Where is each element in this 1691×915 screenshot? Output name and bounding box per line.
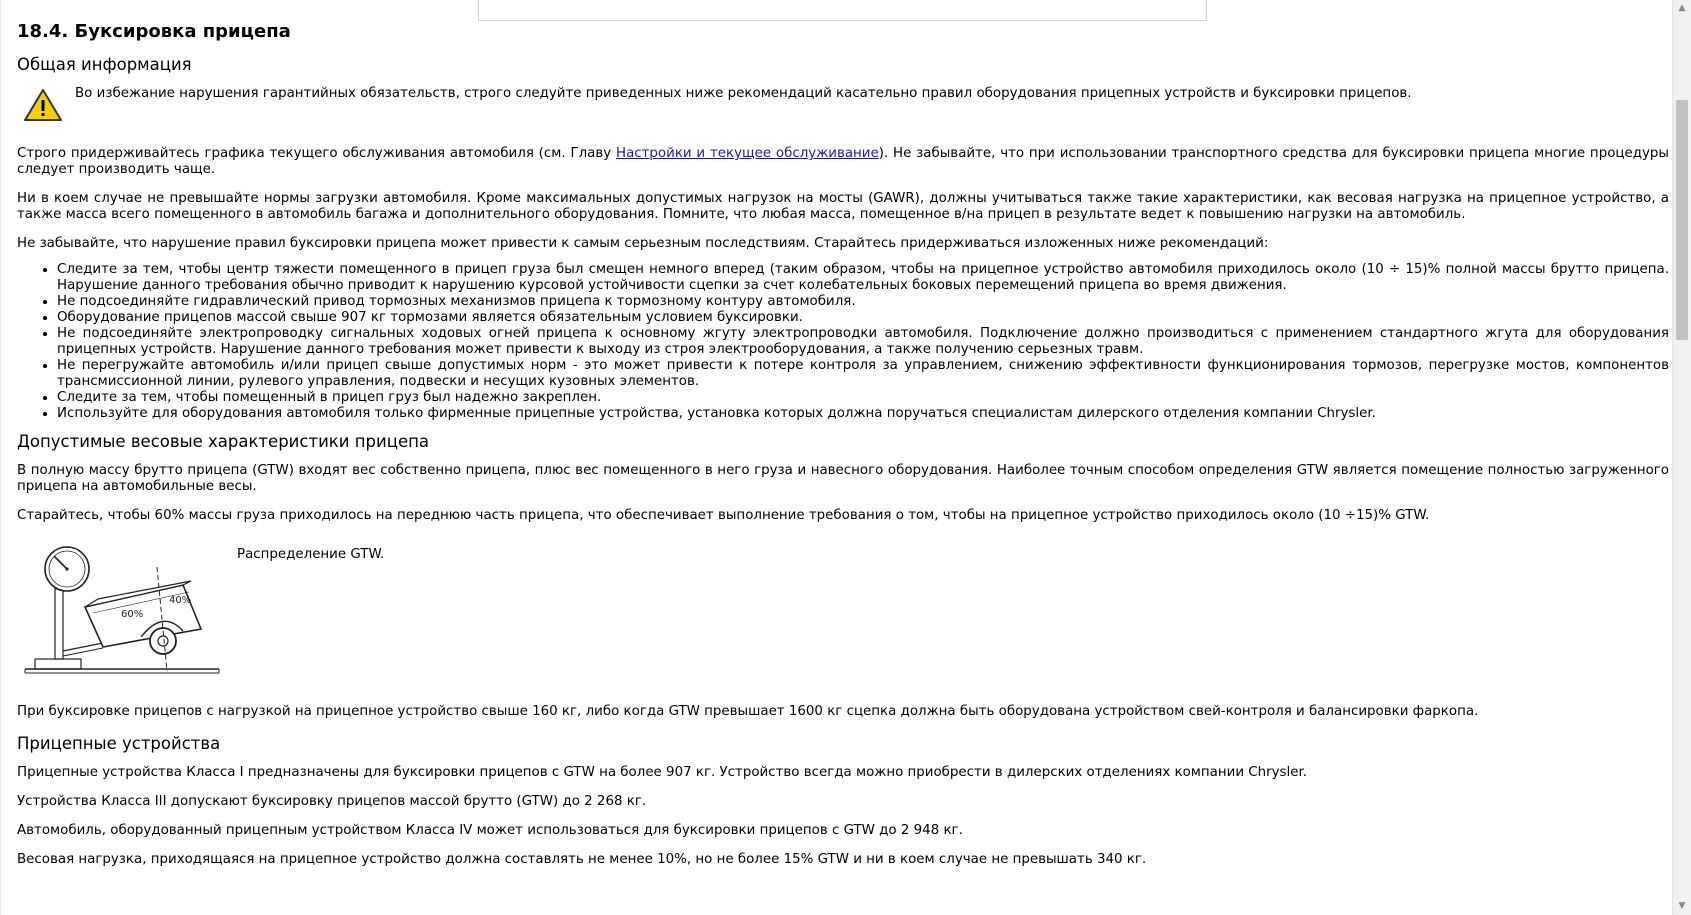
gtw-distribution-illustration [23,537,223,677]
paragraph-class-1: Прицепные устройства Класса I предназначены для буксировки прицепов с GTW на более 907 кг. Устройство всегда можно приобрести в дилерских отделениях компании Chrysler. [17,765,1308,780]
rule-item: • Не перегружайте автомобиль и/или прицеп свыше допустимых норм - это может привести к потере контроля за управлением, снижению эффективности функционирования тормозов, перегрузке мостов, компонентов трансмиссионной линии, рулевого управления, подвески и несущих кузовных элементов. [57,358,1669,390]
rule-item: • Следите за тем, чтобы центр тяжести помещенного в прицеп груза был смещен немного вперед (таким образом, чтобы на прицепное устройство автомобиля приходилось около (10 ÷ 15)% полной массы брутто прицепа. Нарушение данного требования обычно приводит к нарушению курсовой устойчивости сцепки за счет колебательных боковых перемещений прицепа во время движения. [57,262,1669,294]
rules-list [17,262,1669,422]
heading-hitches: Прицепные устройства [17,734,221,753]
paragraph-load-limits: Ни в коем случае не превышайте нормы загрузки автомобиля. Кроме максимальных допустимых нагрузок на мосты (GAWR), должны учитываться также такие характеристики, как весовая нагрузка на прицепное устройство, а также масса всего помещенного в автомобиль багажа и дополнительного оборудования. Помните, что любая масса, помещенное в/на прицеп в результате ведет к повышению нагрузки на автомобиль. [17,191,1669,222]
vertical-scrollbar[interactable] [1672,0,1691,915]
paragraph-maintenance-end: ). Не забывайте, что при использовании транспортного средства для буксировки прицепа многие процедуры следует производить чаще. [17,146,1669,177]
document-content [17,18,1669,881]
section-title: 18.4. Буксировка прицепа [17,21,291,42]
heading-weights: Допустимые весовые характеристики прицепа [17,432,430,451]
warning-note [17,86,1669,146]
figure-block [17,537,1669,694]
rule-item: • Не подсоединяйте электропроводку сигнальных ходовых огней прицепа к основному жгуту электропроводки автомобиля. Подключение должно производиться с применением стандартного жгута для оборудования прицепных устройств. Нарушение данного требования может привести к выходу из строя электрооборудования, а также получению серьезных травм. [57,326,1669,358]
paragraph-consequences: Не забывайте, что нарушение правил буксировки прицепа может привести к самым серьезным последствиям. Старайтесь придерживаться изложенных ниже рекомендаций: [17,236,1269,251]
paragraph-maintenance [17,146,1669,178]
paragraph-sway-control: При буксировке прицепов с нагрузкой на прицепное устройство свыше 160 кг, либо когда GTW превышает 1600 кг сцепка должна быть оборудована устройством свей-контроля и балансировки фаркопа. [17,704,1479,719]
figure-caption: Распределение GTW. [237,547,385,562]
label-rear-percent: 40% [169,595,192,606]
paragraph-gtw-distribution: Старайтесь, чтобы 60% массы груза приходилось на переднюю часть прицепа, что обеспечивает выполнение требования о том, чтобы на прицепное устройство приходилось около (10 ÷15)% GTW. [17,508,1430,523]
heading-general: Общая информация [17,55,192,74]
rule-item: • Не подсоединяйте гидравлический привод тормозных механизмов прицепа к тормозному контуру автомобиля. [57,294,1669,310]
paragraph-tongue-load: Весовая нагрузка, приходящаяся на прицепное устройство должна составлять не менее 10%, но не более 15% GTW и ни в коем случае не превышать 340 кг. [17,852,1147,867]
scroll-up-arrow-icon[interactable]: ▲ [1678,3,1686,13]
rule-item: • Оборудование прицепов массой свыше 907 кг тормозами является обязательным условием буксировки. [57,310,1669,326]
warning-text: Во избежание нарушения гарантийных обязательств, строго следуйте приведенных ниже рекомендаций касательно правил оборудования прицепных устройств и буксировки прицепов. [75,86,1412,101]
rule-item: • Следите за тем, чтобы помещенный в прицеп груз был надежно закреплен. [57,390,1669,406]
paragraph-class-4: Автомобиль, оборудованный прицепным устройством Класса IV может использоваться для буксировки прицепов с GTW до 2 948 кг. [17,823,963,838]
link-maintenance-chapter[interactable]: Настройки и текущее обслуживание [616,146,879,161]
paragraph-gtw-definition: В полную массу брутто прицепа (GTW) входят вес собственно прицепа, плюс вес помещенного в него груза и навесного оборудования. Наиболее точным способом определения GTW является помещение полностью загруженного прицепа на автомобильные весы. [17,463,1669,494]
label-front-percent: 60% [121,609,144,620]
rule-item: • Используйте для оборудования автомобиля только фирменные прицепные устройства, установка которых должна поручаться специалистам дилерского отделения компании Chrysler. [57,406,1669,422]
scroll-down-arrow-icon[interactable]: ▼ [1678,901,1686,911]
warning-icon [23,86,63,126]
scrollbar-thumb[interactable] [1676,100,1688,340]
paragraph-class-3: Устройства Класса III допускают буксировку прицепов массой брутто (GTW) до 2 268 кг. [17,794,647,809]
paragraph-maintenance-start: Строго придерживайтесь графика текущего обслуживания автомобиля (см. Главу [17,146,616,161]
